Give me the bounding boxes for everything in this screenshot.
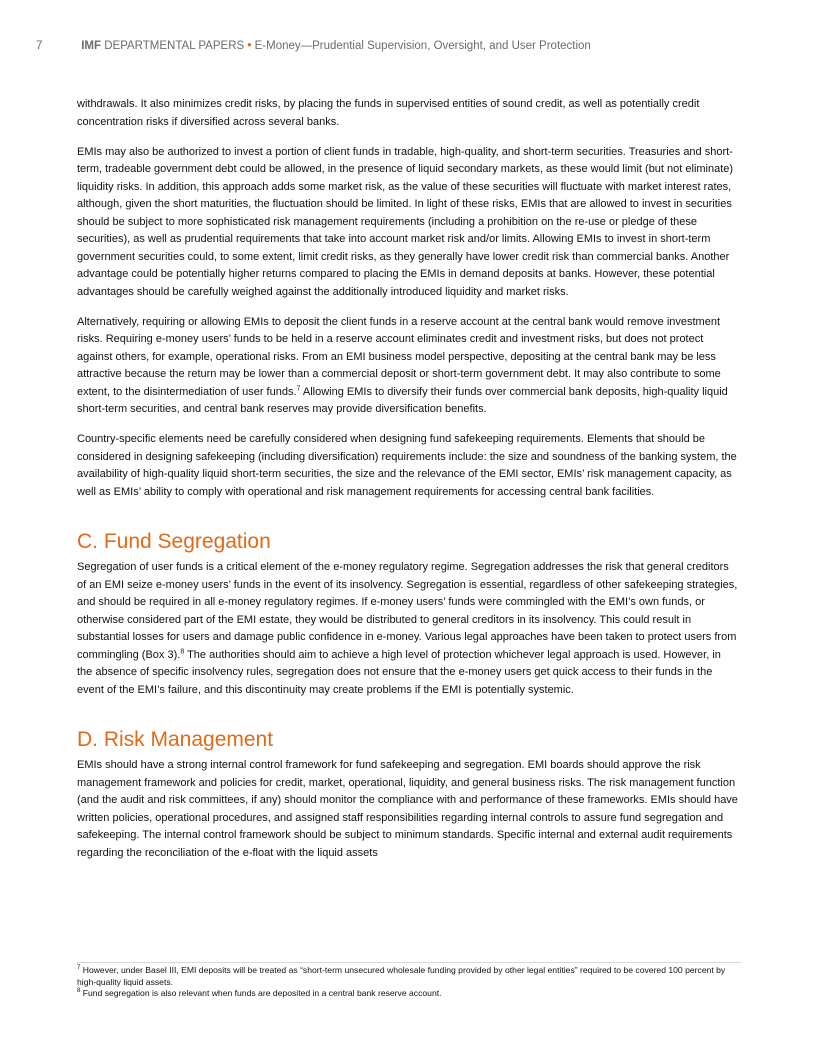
paragraph-withdrawals: withdrawals. It also minimizes credit risks, by placing the funds in supervised entities of sound credit, as well as potentially credit concentration risks if diversified across several banks. bbox=[77, 98, 700, 128]
section-heading-risk-management: D. Risk Management bbox=[77, 728, 274, 751]
section-heading-fund-segregation: C. Fund Segregation bbox=[77, 530, 271, 553]
footnote-7-text: However, under Basel III, EMI deposits will be treated as “short-term unsecured wholesale funding provided by other legal entities” required to be covered 100 percent by high-quality liquid assets. bbox=[77, 965, 726, 987]
running-header bbox=[36, 40, 776, 52]
footnote-8-number: 8 bbox=[77, 988, 81, 995]
paragraph-fund-segregation-text-b: The authorities should aim to achieve a high level of protection whichever legal approach is used. However, in the absence of specific insolvency rules, segregation does not ensure that the e-money users get quick access to their funds in the event of the EMI’s failure, and this discontinuity may create problems if the EMI is potentially systemic. bbox=[77, 648, 721, 696]
body-text bbox=[77, 96, 739, 875]
paragraph-securities: EMIs may also be authorized to invest a portion of client funds in tradable, high-quality, and short-term securities. Treasuries and short-term, tradeable government debt could be allowed, in the presence of liquid secondary markets, as these would limit (but not eliminate) liquidity risks. In addition, this approach adds some market risk, as the value of these securities will fluctuate with market interest rates, although, given the short maturities, the fluctuation should be limited. In light of these risks, EMIs that are allowed to invest in securities should be subject to more sophisticated risk management requirements (including a prohibition on the re-use or pledge of these securities), as well as prudential requirements that take into account market risk and/or limits. Allowing EMIs to invest in short-term government securities could, to some extent, limit credit risks, as they generally have lower credit risk than commercial banks. Another advantage could be potentially higher returns compared to placing the EMIs in demand deposits at banks. However, these potential advantages should be carefully weighed against the additionally introduced liquidity and market risks. bbox=[77, 145, 734, 298]
footnote-7 bbox=[77, 965, 741, 988]
footnote-8-text: Fund segregation is also relevant when funds are deposited in a central bank reserve account. bbox=[80, 988, 442, 998]
paragraph-reserve-account-text-b: Allowing EMIs to diversify their funds over commercial bank deposits, high-quality liquid short-term securities, and central bank reserves may provide diversification benefits. bbox=[77, 385, 728, 415]
footnote-7-number: 7 bbox=[77, 965, 81, 972]
footnotes bbox=[77, 962, 741, 1000]
paragraph-reserve-account bbox=[77, 314, 739, 419]
paragraph-fund-segregation bbox=[77, 559, 739, 699]
header-title: E-Money—Prudential Supervision, Oversight, and User Protection bbox=[254, 40, 591, 52]
header-series: DEPARTMENTAL PAPERS bbox=[104, 40, 245, 52]
header-separator-bullet: • bbox=[247, 40, 252, 52]
paragraph-country-specific: Country-specific elements need be carefully considered when designing fund safekeeping requirements. Elements that should be considered in designing safekeeping (including diversification) requirements include: the size and soundness of the banking system, the availability of high-quality liquid short-term securities, the size and the relevance of the EMI sector, EMIs’ risk management capacity, as well as EMIs’ ability to comply with operational and risk management requirements for accessing central bank facilities. bbox=[77, 433, 737, 498]
header-org: IMF bbox=[81, 40, 102, 52]
page-number: 7 bbox=[36, 40, 43, 52]
footnote-ref-8[interactable]: 8 bbox=[180, 647, 185, 655]
paragraph-risk-management: EMIs should have a strong internal control framework for fund safekeeping and segregation. EMI boards should approve the risk management framework and policies for credit, market, operational, liquidity, and general business risks. The risk management function (and the audit and risk committees, if any) should monitor the compliance with and performance of these frameworks. EMIs should have written policies, operational procedures, and assigned staff responsibilities regarding internal controls to assure fund segregation and safekeeping. The internal control framework should be subject to minimum standards. Specific internal and external audit requirements regarding the reconciliation of the e-float with the liquid assets bbox=[77, 759, 738, 859]
footnote-8 bbox=[77, 988, 741, 1000]
paragraph-reserve-account-text-a: Alternatively, requiring or allowing EMIs to deposit the client funds in a reserve account at the central bank would remove investment risks. Requiring e-money users’ funds to be held in a reserve account eliminates credit and investment risks, but does not protect against others, for example, operational risks. From an EMI business model perspective, depositing at the central bank may be less attractive because the return may be lower than a commercial deposit or short-term government debt. It may also contribute to some extent, to the disintermediation of user funds. bbox=[77, 315, 721, 398]
paragraph-fund-segregation-text-a: Segregation of user funds is a critical element of the e-money regulatory regime. Segregation addresses the risk that general creditors of an EMI seize e-money users’ funds in the event of its insolvency. Segregation is essential, regardless of other safekeeping strategies, and should be required in all e-money regulatory regimes. If e-money users’ funds were commingled with the EMI’s own funds, or otherwise considered part of the EMI estate, they would be distributed to general creditors in its insolvency. This could result in substantial losses for users and damage public confidence in e-money. Various legal approaches have been taken to protect users from commingling (Box 3). bbox=[77, 561, 738, 661]
footnote-ref-7[interactable]: 7 bbox=[296, 384, 301, 392]
